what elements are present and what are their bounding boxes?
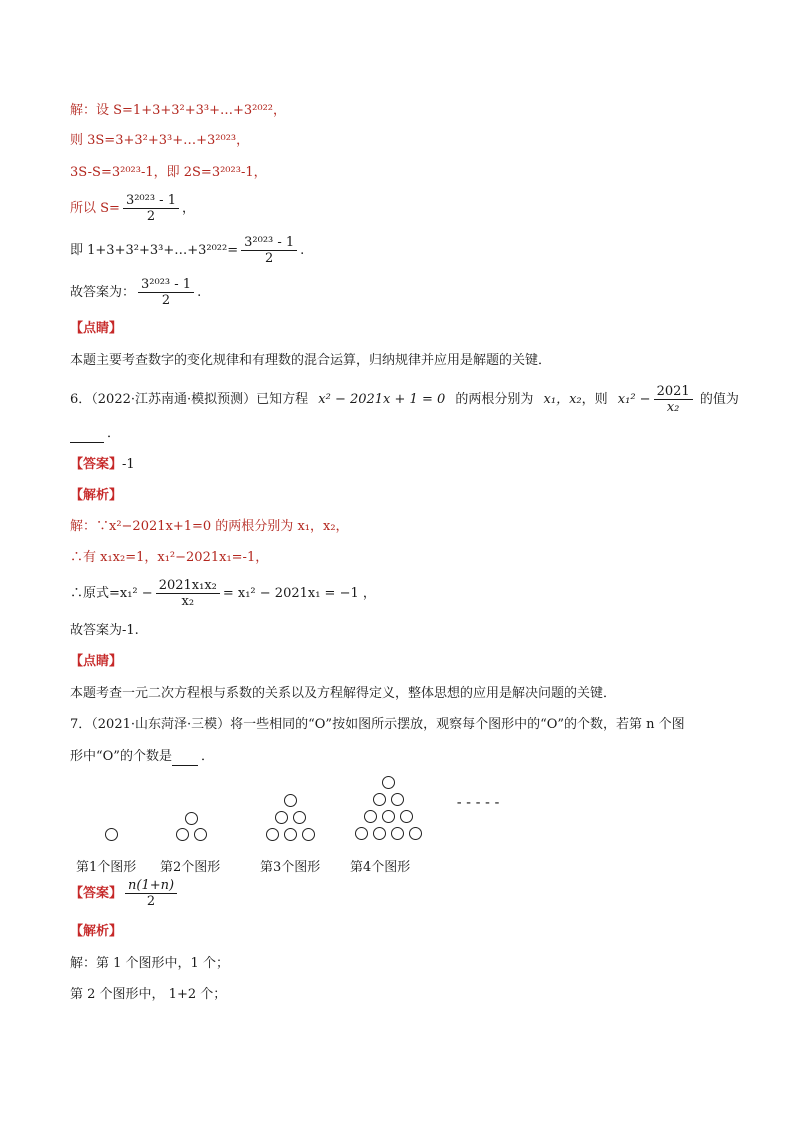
circle-shape	[373, 793, 386, 806]
fraction	[123, 193, 179, 224]
circle-shape	[176, 828, 189, 841]
fraction	[241, 235, 297, 266]
fraction-denominator: 2	[146, 209, 156, 224]
fraction-numerator: n(1+n)	[125, 878, 177, 894]
solution-text: ∴原式=x₁² −	[70, 586, 153, 601]
fraction	[138, 277, 194, 308]
circle-shape	[409, 827, 422, 840]
circle-shape	[391, 793, 404, 806]
q6-solution-4: 故答案为-1.	[70, 623, 139, 638]
solution-text: ∴有 x₁x₂=1，x₁²−2021x₁=-1，	[70, 550, 269, 565]
solution-text: 则 3S=3+3²+3³+…+3²⁰²³，	[70, 133, 250, 148]
circle-shape	[266, 828, 279, 841]
question-stem: ，则	[581, 392, 608, 407]
question-7-line-2	[70, 748, 214, 766]
fraction	[125, 878, 177, 909]
dianjing-tag: 【点睛】	[70, 321, 123, 336]
circle-shape	[373, 827, 386, 840]
figure-label-3: 第3个图形	[260, 860, 321, 875]
figure-label-4: 第4个图形	[350, 860, 411, 875]
fraction-numerator: 2021x₁x₂	[156, 578, 220, 594]
circle-shape	[284, 794, 297, 807]
q6-solution-2	[70, 549, 268, 567]
comment-q6: 本题考查一元二次方程根与系数的关系以及方程解得定义，整体思想的应用是解决问题的关键．	[70, 686, 617, 701]
equation: x² − 2021x + 1 = 0	[318, 392, 446, 407]
fraction-numerator: 3²⁰²³ - 1	[123, 193, 179, 209]
question-stem: 的值为	[699, 392, 739, 407]
question-stem: 6．（2022·江苏南通·模拟预测）已知方程	[70, 392, 309, 407]
q7-solution-2: 第 2 个图形中， 1+2 个；	[70, 987, 227, 1002]
fraction	[156, 578, 220, 609]
circle-shape	[382, 810, 395, 823]
solution-text: 故答案为：	[70, 285, 136, 300]
circle-shape	[364, 810, 377, 823]
circle-shape	[355, 827, 368, 840]
expression: x₁² −	[617, 392, 651, 407]
fraction-denominator: 2	[161, 293, 171, 308]
q7-solution-1: 解：第 1 个图形中，1 个；	[70, 956, 229, 971]
question-stem: 形中“O”的个数是	[70, 749, 172, 764]
solution-text: .	[197, 285, 202, 300]
circle-shape	[382, 776, 395, 789]
jiexi-tag: 【解析】	[70, 924, 123, 939]
dianjing-tag: 【点睛】	[70, 654, 123, 669]
continuation-dashes: -----	[455, 795, 503, 811]
q6-solution-3	[70, 578, 376, 609]
solution-line-4	[70, 193, 195, 224]
solution-line-3	[70, 164, 267, 182]
solution-text: .	[300, 243, 305, 258]
circle-shape	[275, 811, 288, 824]
jiexi-tag: 【解析】	[70, 488, 123, 503]
circle-shape	[185, 812, 198, 825]
roots: x₁，x₂	[543, 392, 582, 407]
fraction-denominator: x₂	[181, 594, 195, 609]
answer-line-q7	[70, 878, 180, 909]
answer-value: -1	[122, 457, 135, 472]
solution-text: 解：∵x²−2021x+1=0 的两根分别为 x₁，x₂，	[70, 519, 349, 534]
solution-line-1	[70, 102, 286, 120]
answer-tag: 【答案】	[70, 886, 123, 901]
solution-text: ，	[181, 201, 195, 216]
circle-shape	[284, 828, 297, 841]
answer-blank-line: ．	[70, 425, 120, 443]
fraction-numerator: 3²⁰²³ - 1	[241, 235, 297, 251]
solution-text: 即 1+3+3²+3³+…+3²⁰²²=	[70, 243, 239, 258]
circle-shape	[391, 827, 404, 840]
fraction-denominator: x₂	[666, 400, 680, 415]
solution-line-2	[70, 132, 249, 150]
question-stem: 的两根分别为	[455, 392, 534, 407]
solution-text: = x₁² − 2021x₁ = −1 ，	[222, 586, 376, 601]
answer-blank	[70, 442, 104, 443]
fraction-denominator: 2	[146, 894, 156, 909]
comment-q5: 本题主要考查数字的变化规律和有理数的混合运算，归纳规律并应用是解题的关键．	[70, 353, 552, 368]
q6-solution-1	[70, 518, 349, 536]
figure-label-2: 第2个图形	[160, 860, 221, 875]
solution-text: 所以 S=	[70, 201, 120, 216]
question-stem: ．	[200, 749, 214, 764]
solution-text: 3S-S=3²⁰²³-1，即 2S=3²⁰²³-1，	[70, 165, 267, 180]
question-6	[70, 384, 739, 415]
solution-line-6	[70, 277, 201, 308]
question-7-line-1: 7．（2021·山东菏泽·三模）将一些相同的“O”按如图所示摆放，观察每个图形中的“O”的个数，若第 n 个图	[70, 717, 685, 732]
fraction	[654, 384, 693, 415]
fraction-numerator: 2021	[654, 384, 693, 400]
answer-tag: 【答案】	[70, 457, 123, 472]
figure-label-1: 第1个图形	[76, 860, 137, 875]
answer-blank	[172, 765, 198, 766]
answer-line-q6	[70, 456, 135, 474]
circle-shape	[293, 811, 306, 824]
circle-shape	[400, 810, 413, 823]
circle-shape	[105, 828, 118, 841]
solution-text: 解：设 S=1+3+3²+3³+…+3²⁰²²，	[70, 103, 287, 118]
circle-shape	[302, 828, 315, 841]
solution-line-5	[70, 235, 304, 266]
fraction-numerator: 3²⁰²³ - 1	[138, 277, 194, 293]
fraction-denominator: 2	[265, 251, 274, 266]
circle-shape	[194, 828, 207, 841]
